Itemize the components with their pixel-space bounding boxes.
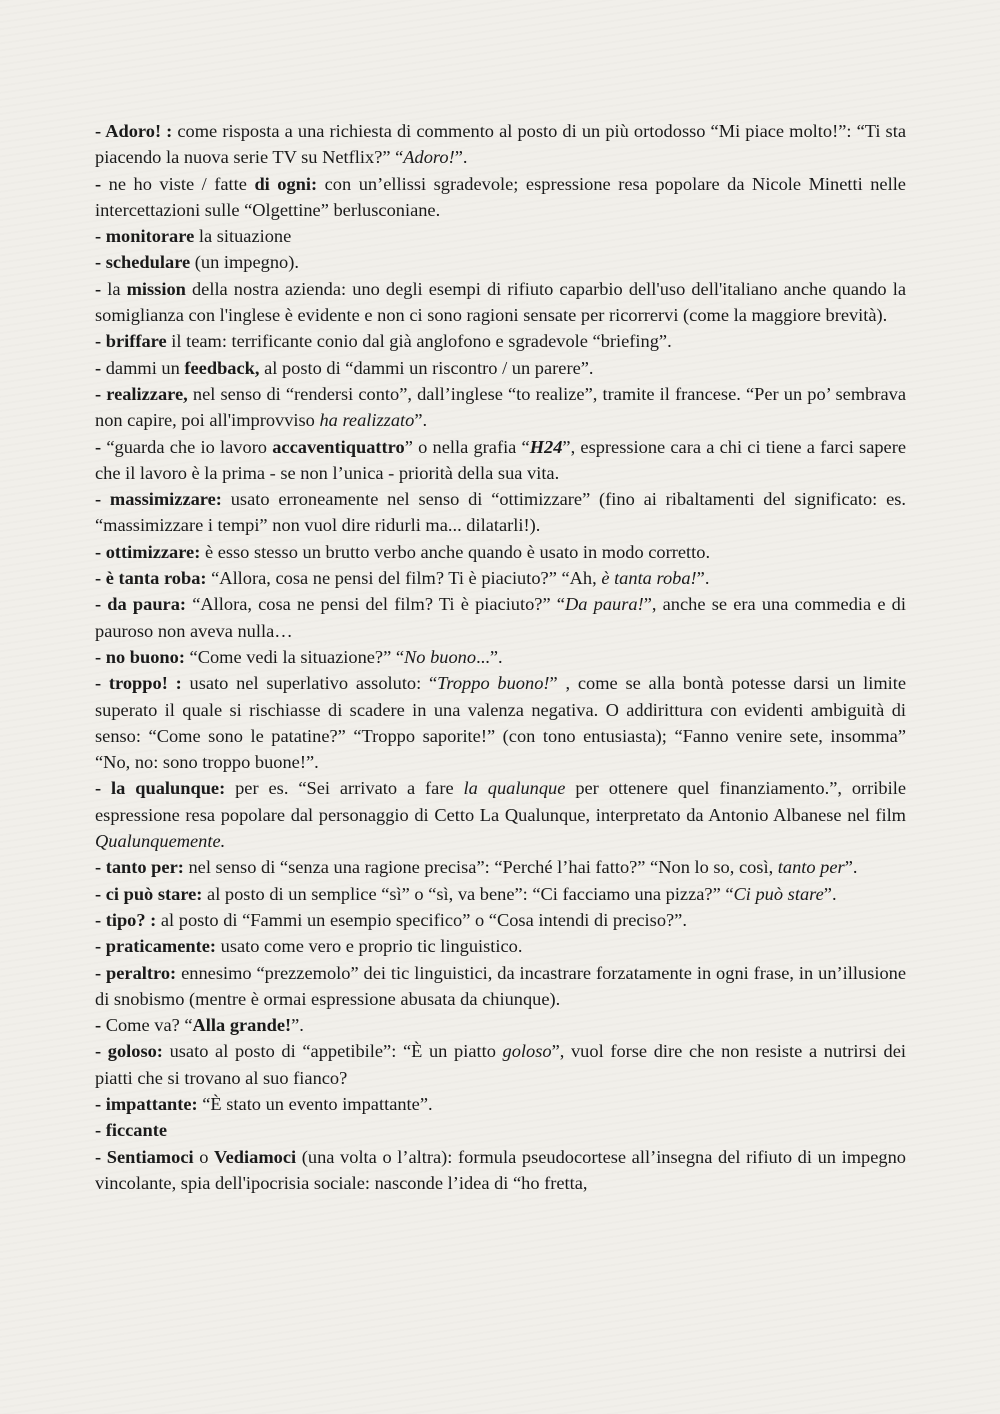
- term-bold: -: [95, 436, 102, 457]
- entry-text: nel senso di “senza una ragione precisa”: “Perché l’hai fatto?” “Non lo so, così,: [183, 857, 778, 878]
- entry-text: usato al posto di “appetibile”: “È un piatto: [162, 1041, 503, 1062]
- entry-text: della nostra azienda: uno degli esempi di rifiuto caparbio dell'uso dell'italiano anche quando la somiglianza con l'inglese è evidente e non ci sono ragioni sensate per ricorrervi (come la maggiore brevità).: [95, 278, 906, 326]
- term-bold: - goloso:: [95, 1041, 163, 1062]
- term-bold: - è tanta roba:: [95, 568, 207, 589]
- glossary-entry: [95, 933, 906, 959]
- glossary-entry: [95, 1117, 906, 1143]
- glossary-entry: [95, 486, 906, 539]
- entry-text: ...”.: [476, 646, 503, 667]
- entry-text: ennesimo “prezzemolo” dei tic linguistici, da incastrare forzatamente in ogni frase, in un’illusione di snobismo (mentre è ormai espressione abusata da chiunque).: [95, 962, 906, 1009]
- example-italic: No buono: [404, 646, 477, 667]
- entry-text: è esso stesso un brutto verbo anche quando è usato in modo corretto.: [200, 541, 711, 562]
- glossary-entry: [95, 223, 906, 249]
- entry-text: ”, vuol forse dire che non resiste a nutrirsi dei piatti che si trovano al suo fianco?: [95, 1041, 906, 1088]
- glossary-entry: [95, 907, 906, 933]
- glossary-entry: [95, 249, 906, 275]
- term-bold: Alla grande!: [192, 1015, 292, 1036]
- entry-text: dammi un: [101, 357, 185, 378]
- example-italic: Da paura!: [564, 594, 644, 615]
- entry-text: ne ho viste / fatte: [101, 173, 255, 194]
- entry-text: al posto di “Fammi un esempio specifico” o “Cosa intendi di preciso?”.: [156, 909, 687, 930]
- entry-text: “Allora, cosa ne pensi del film? Ti è piaciuto?” “: [186, 594, 565, 615]
- glossary-entry: [95, 1038, 906, 1091]
- glossary-entry: [95, 775, 906, 854]
- term-bold: - da paura:: [95, 594, 187, 615]
- example-italic: Qualunquemente.: [95, 831, 226, 852]
- term-bold: - Adoro! :: [95, 121, 173, 141]
- glossary-entry: [95, 565, 906, 591]
- term-bold: - monitorare: [95, 226, 195, 247]
- term-bold: - la qualunque:: [95, 778, 226, 799]
- entry-text: (un impegno).: [190, 252, 299, 273]
- entry-text: ”, espressione cara a chi ci tiene a farci sapere che il lavoro è la prima - se non l’unica - priorità della sua vita.: [95, 436, 906, 483]
- entry-text: al posto di un semplice “sì” o “sì, va bene”: “Ci facciamo una pizza?” “: [202, 883, 734, 904]
- glossary-entry: [95, 328, 906, 354]
- term-bold: - troppo! :: [95, 673, 182, 694]
- glossary-entry: [95, 1012, 906, 1038]
- term-bold: - ficcante: [95, 1120, 167, 1141]
- term-bold: - no buono:: [95, 646, 185, 667]
- term-bold: -: [95, 1015, 102, 1036]
- example-italic: Adoro!: [403, 147, 455, 168]
- entry-text: come risposta a una richiesta di commento al posto di un più ortodosso “Mi piace molto!”: “Ti sta piacendo la nuova serie TV su Netflix?” “: [95, 121, 906, 168]
- entry-text: al posto di “dammi un riscontro / un parere”.: [259, 357, 594, 378]
- glossary-entry: [95, 881, 906, 907]
- term-bold: - briffare: [95, 331, 167, 352]
- term-bold: - impattante:: [95, 1093, 198, 1114]
- entry-text: usato nel superlativo assoluto: “: [181, 673, 438, 694]
- term-bold: - ottimizzare:: [95, 541, 201, 562]
- term-bold: - massimizzare:: [95, 489, 222, 510]
- glossary-entry: [95, 591, 906, 644]
- entry-text: ”.: [696, 568, 710, 589]
- entry-text: con un’ellissi sgradevole; espressione resa popolare da Nicole Minetti nelle intercettazioni sulle “Olgettine” berlusconiane.: [95, 173, 906, 220]
- example-italic: Troppo buono!: [437, 673, 550, 694]
- entry-text: ”.: [823, 883, 837, 904]
- glossary-entry: [95, 670, 906, 775]
- entry-text: “È stato un evento impattante”.: [197, 1093, 433, 1114]
- glossary-entry: [95, 960, 906, 1013]
- term-bold: - tanto per:: [95, 857, 184, 878]
- glossary-entry: [95, 854, 906, 880]
- example-italic: la qualunque: [463, 778, 566, 799]
- entry-text: per ottenere quel finanziamento.”, orribile espressione resa popolare dal personaggio di Cetto La Qualunque, interpretato da Antonio Albanese nel film: [95, 778, 906, 825]
- entry-text: per es. “Sei arrivato a fare: [225, 778, 464, 799]
- term-bold: - schedulare: [95, 252, 191, 273]
- glossary-entry: [95, 381, 906, 434]
- example-italic: ha realizzato: [319, 410, 415, 431]
- term-bold: accaventiquattro: [272, 436, 405, 457]
- glossary-entry: [95, 644, 906, 670]
- term-bold: - praticamente:: [95, 936, 217, 957]
- entry-text: “Allora, cosa ne pensi del film? Ti è piaciuto?” “Ah,: [206, 568, 602, 589]
- entry-text: Come va? “: [101, 1015, 193, 1036]
- term-bold: - peraltro:: [95, 962, 177, 983]
- entry-text: “guarda che io lavoro: [101, 436, 273, 457]
- term-bold: feedback,: [184, 357, 260, 378]
- glossary-entry: [95, 434, 906, 487]
- entry-text: “Come vedi la situazione?” “: [184, 646, 405, 667]
- glossary-entry: [95, 539, 906, 565]
- glossary-entry: [95, 171, 906, 224]
- example-italic: è tanta roba!: [601, 568, 697, 589]
- entry-text: ” , come se alla bontà potesse darsi un limite superato il quale si rischiasse di scadere in una valenza negativa. O addirittura con evidenti ambiguità di senso: “Come sono le patatine?” “Troppo saporite!” (con tono entusiasta); “Fanno venire sete, insomma” “No, no: sono troppo buone!”.: [95, 673, 907, 773]
- entry-text: usato come vero e proprio tic linguistico.: [216, 936, 523, 957]
- entry-text: o: [193, 1146, 215, 1167]
- example-italic: Ci può stare: [733, 883, 824, 904]
- entry-text: nel senso di “rendersi conto”, dall’inglese “to realize”, tramite il francese. “Per un po’ sembrava non capire, poi all'improvviso: [95, 383, 906, 431]
- glossary-entry: [95, 1144, 906, 1197]
- entry-text: il team: terrificante conio dal già anglofono e sgradevole “briefing”.: [166, 331, 672, 352]
- glossary-entry: [95, 355, 906, 381]
- term-bold: - Sentiamoci: [95, 1146, 194, 1167]
- term-bold: - ci può stare:: [95, 883, 203, 904]
- example-italic: goloso: [502, 1041, 552, 1062]
- term-bold: - realizzare,: [95, 383, 188, 404]
- term-bold: mission: [126, 278, 186, 299]
- entry-text: (una volta o l’altra): formula pseudocortese all’insegna del rifiuto di un impegno vincolante, spia dell'ipocrisia sociale: nasconde l’idea di “ho fretta,: [95, 1146, 906, 1193]
- entry-text: ”.: [414, 410, 428, 431]
- entry-text: ”.: [454, 147, 468, 168]
- term-bold: di ogni:: [254, 173, 318, 194]
- glossary-text: [95, 118, 906, 1196]
- entry-text: ”, anche se era una commedia e di pauroso non aveva nulla…: [95, 594, 906, 641]
- entry-text: usato erroneamente nel senso di “ottimizzare” (fino ai ribaltamenti del significato: es. “massimizzare i tempi” non vuol dire ridurli ma... dilatarli!).: [95, 489, 906, 536]
- example-italic: tanto per: [777, 857, 845, 878]
- glossary-entry: [95, 1091, 906, 1117]
- term-bold: -: [95, 173, 102, 194]
- glossary-entry: [95, 118, 906, 171]
- term-bold: -: [95, 357, 102, 378]
- term-bold: - tipo? :: [95, 909, 157, 930]
- entry-text: ”.: [291, 1015, 304, 1036]
- entry-text: la: [101, 278, 127, 299]
- term-bold: Vediamoci: [214, 1146, 297, 1167]
- entry-text: ” o nella grafia “: [404, 436, 530, 457]
- entry-text: la situazione: [194, 226, 292, 247]
- term-bold-italic: H24: [529, 436, 563, 457]
- entry-text: ”.: [844, 857, 858, 878]
- term-bold: -: [95, 278, 102, 299]
- glossary-entry: [95, 276, 906, 329]
